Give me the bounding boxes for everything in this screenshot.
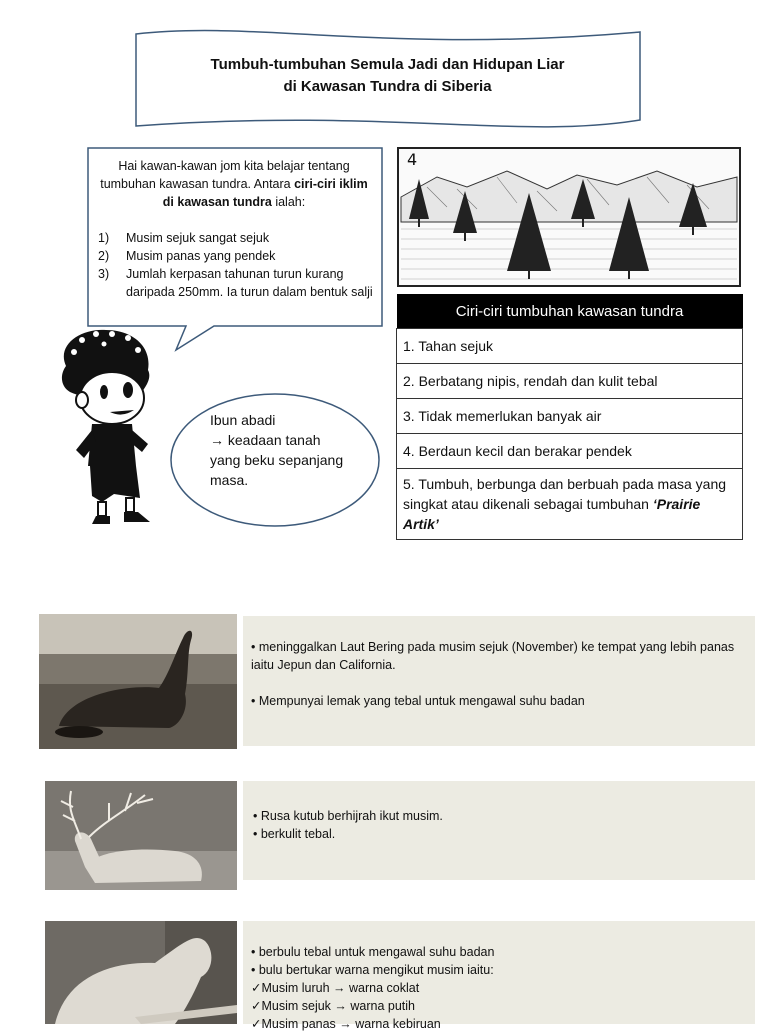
sea-lion-panel bbox=[243, 616, 755, 746]
speech-intro bbox=[98, 157, 370, 211]
climate-list bbox=[98, 229, 373, 301]
table-row: 2. Berbatang nipis, rendah dan kulit tebal bbox=[397, 364, 743, 399]
reindeer-fact-1: • Rusa kutub berhijrah ikut musim. bbox=[253, 809, 443, 823]
list-item: 3) Jumlah kerpasan tahunan turun kurang daripada 250mm. Ia turun dalam bentuk salji bbox=[98, 267, 373, 299]
cartoon-kid-illustration bbox=[52, 326, 164, 532]
prairie-artik-term: ‘Prairie Artik’ bbox=[403, 496, 701, 532]
speech-intro-bold: ciri-ciri iklim di kawasan tundra bbox=[162, 177, 368, 209]
wolf-fact-5: ✓Musim panas → warna kebiruan bbox=[251, 1017, 441, 1031]
wolf-fact-1: • berbulu tebal untuk mengawal suhu badan bbox=[251, 945, 495, 959]
bubble-line-1: Ibun abadi bbox=[210, 412, 276, 428]
sketch-label: 4 bbox=[407, 150, 418, 169]
bubble-line-2: → keadaan tanah yang beku sepanjang masa. bbox=[210, 432, 344, 488]
arctic-wolf-photo bbox=[45, 921, 237, 1024]
table-row: 1. Tahan sejuk bbox=[397, 329, 743, 364]
wolf-fact-4: ✓Musim sejuk → warna putih bbox=[251, 999, 416, 1013]
reindeer-fact-2: • berkulit tebal. bbox=[253, 827, 336, 841]
tundra-landscape-sketch bbox=[397, 147, 741, 287]
table-row: 4. Berdaun kecil dan berakar pendek bbox=[397, 434, 743, 469]
speech-intro-text: Hai kawan-kawan jom kita belajar tentang tumbuhan kawasan tundra. Antara bbox=[100, 159, 350, 191]
speech-intro-end: ialah: bbox=[271, 195, 306, 209]
wolf-fact-2: • bulu bertukar warna mengikut musim iaitu: bbox=[251, 963, 494, 977]
sea-lion-fact-2: • Mempunyai lemak yang tebal untuk mengawal suhu badan bbox=[251, 694, 585, 708]
sea-lion-fact-1: • meninggalkan Laut Bering pada musim sejuk (November) ke tempat yang lebih panas iaitu Jepun dan California. bbox=[251, 640, 735, 672]
bubble-text bbox=[210, 410, 350, 490]
page-title bbox=[150, 54, 625, 98]
wolf-fact-3: ✓Musim luruh → warna coklat bbox=[251, 981, 420, 995]
table-header: Ciri-ciri tumbuhan kawasan tundra bbox=[397, 294, 743, 329]
tundra-plant-table bbox=[396, 294, 743, 540]
reindeer-panel bbox=[243, 781, 755, 880]
list-item: 2) Musim panas yang pendek bbox=[98, 249, 276, 263]
list-item: 1) Musim sejuk sangat sejuk bbox=[98, 231, 270, 245]
title-line-1: Tumbuh-tumbuhan Semula Jadi dan Hidupan Liar bbox=[210, 56, 565, 73]
reindeer-photo bbox=[45, 781, 237, 890]
arctic-wolf-panel bbox=[243, 921, 755, 1031]
title-line-2: di Kawasan Tundra di Siberia bbox=[283, 78, 492, 95]
table-row: 5. Tumbuh, berbunga dan berbuah pada masa yang singkat atau dikenali sebagai tumbuhan ‘Prairie Artik’ bbox=[397, 469, 743, 540]
table-row: 3. Tidak memerlukan banyak air bbox=[397, 399, 743, 434]
sea-lion-photo bbox=[39, 614, 237, 749]
